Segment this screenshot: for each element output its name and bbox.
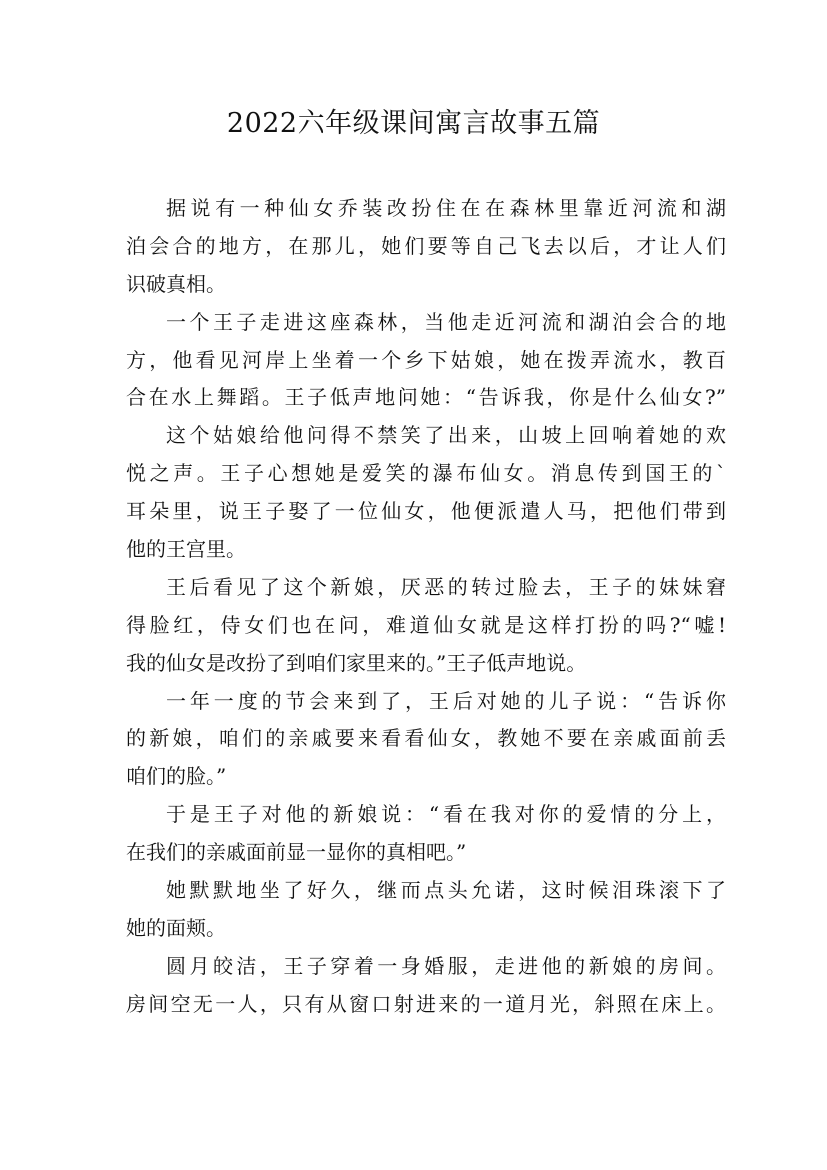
- text-line: 咱们的脸。”: [126, 764, 227, 789]
- paragraph: [126, 417, 726, 569]
- text-line: 得脸红，侍女们也在问，难道仙女就是这样打扮的吗?“嘘!: [126, 612, 726, 637]
- text-line: 王后看见了这个新娘，厌恶的转过脸去，王子的妹妹窘: [166, 574, 726, 599]
- text-line: 于是王子对他的新娘说：“看在我对你的爱情的分上，: [166, 802, 726, 827]
- document-body: [126, 190, 726, 1024]
- text-line: 她的面颊。: [126, 915, 226, 940]
- text-line: 这个姑娘给他问得不禁笑了出来，山坡上回响着她的欢: [166, 423, 726, 448]
- text-line: 房间空无一人，只有从窗口射进来的一道月光，斜照在床上。: [126, 991, 726, 1016]
- text-line: 合在水上舞蹈。王子低声地问她：“告诉我，你是什么仙女?”: [126, 385, 726, 410]
- text-line: 圆月皎洁，王子穿着一身婚服，走进他的新娘的房间。: [166, 953, 726, 978]
- text-line: 她默默地坐了好久，继而点头允诺，这时候泪珠滚下了: [166, 878, 726, 903]
- text-line: 据说有一种仙女乔装改扮住在在森林里靠近河流和湖: [166, 196, 726, 220]
- text-line: 泊会合的地方，在那儿，她们要等自己飞去以后，才让人们: [126, 233, 726, 258]
- text-line: 我的仙女是改扮了到咱们家里来的。”王子低声地说。: [126, 650, 587, 675]
- paragraph: [126, 190, 726, 304]
- text-line: 在我们的亲戚面前显一显你的真相吧。”: [126, 840, 467, 865]
- text-line: 识破真相。: [126, 271, 226, 296]
- paragraph: [126, 872, 726, 948]
- paragraph: [126, 569, 726, 683]
- text-line: 悦之声。王子心想她是爱笑的瀑布仙女。消息传到国王的`: [126, 461, 726, 486]
- text-line: 他的王宫里。: [126, 537, 246, 562]
- text-line: 一年一度的节会来到了，王后对她的儿子说：“告诉你: [166, 688, 726, 713]
- text-line: 耳朵里，说王子娶了一位仙女，他便派遣人马，把他们带到: [126, 499, 726, 524]
- paragraph: [126, 796, 726, 872]
- paragraph: [126, 304, 726, 418]
- text-line: 方，他看见河岸上坐着一个乡下姑娘，她在拨弄流水，教百: [126, 347, 726, 372]
- paragraph: [126, 948, 726, 1024]
- text-line: 的新娘，咱们的亲戚要来看看仙女，教她不要在亲戚面前丢: [126, 726, 726, 751]
- paragraph: [126, 683, 726, 797]
- text-line: 一个王子走进这座森林，当他走近河流和湖泊会合的地: [166, 309, 726, 334]
- document-title: 2022六年级课间寓言故事五篇: [226, 108, 601, 139]
